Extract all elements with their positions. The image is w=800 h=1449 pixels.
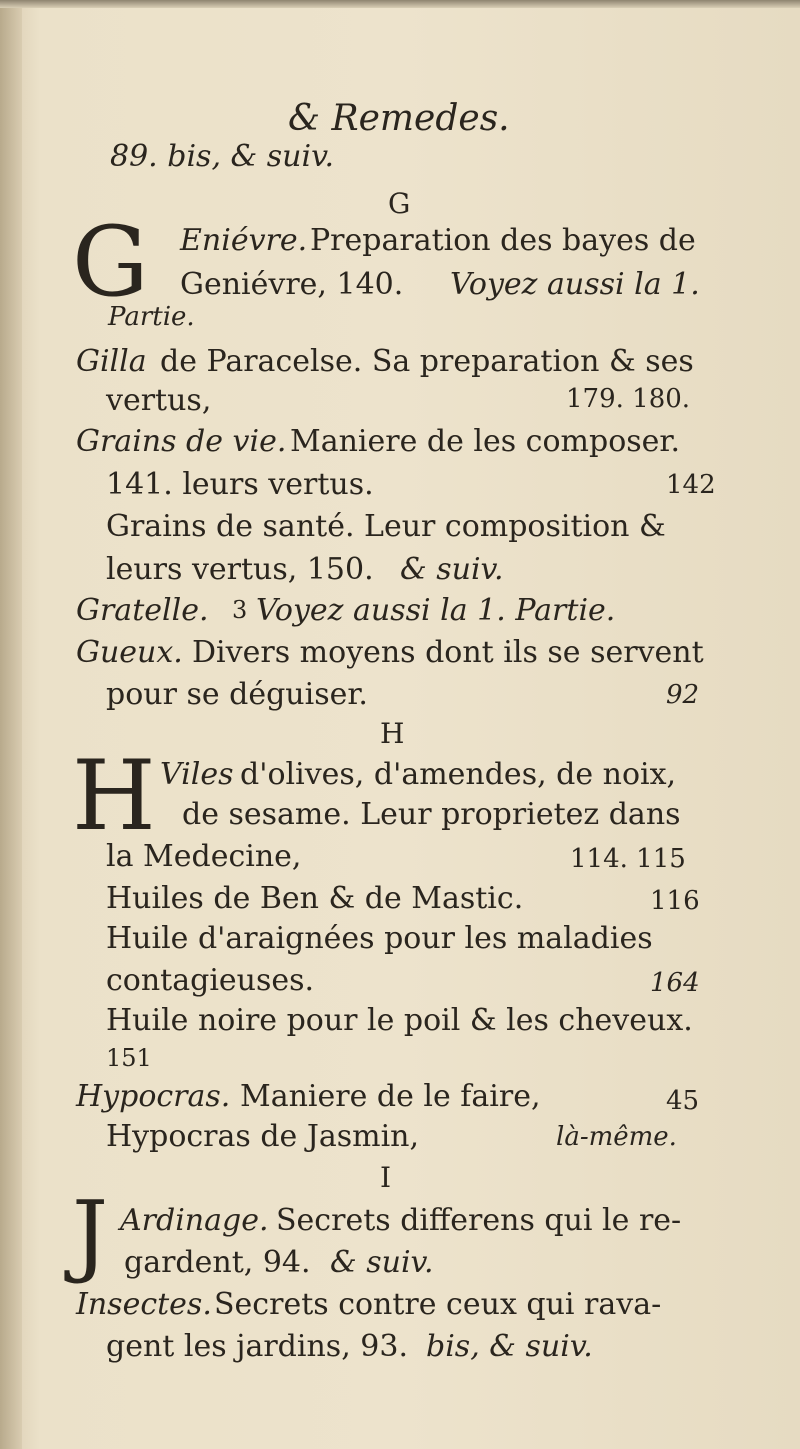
index-line: Secrets differens qui le re- xyxy=(276,1203,682,1238)
index-line: Hypocras de Jasmin, xyxy=(106,1119,420,1154)
index-line: contagieuses. xyxy=(106,963,315,998)
drop-cap-g: G xyxy=(72,206,149,318)
index-line: gent les jardins, 93. xyxy=(106,1329,408,1364)
page-ref: 151 xyxy=(106,1044,152,1072)
index-line: pour se déguiser. xyxy=(106,677,368,712)
index-line: Gueux. xyxy=(76,635,183,670)
book-spine-shadow xyxy=(0,0,22,1449)
index-line: Gilla xyxy=(76,344,147,379)
page-ref: là-même. xyxy=(556,1122,677,1152)
index-line: Geniévre, 140. xyxy=(180,267,404,302)
index-line: vertus, xyxy=(106,383,212,418)
page-ref: 142 xyxy=(666,470,716,500)
index-line: leurs vertus, 150. xyxy=(106,552,374,587)
index-line: Divers moyens dont ils se servent xyxy=(192,635,704,670)
running-head: & Remedes. xyxy=(288,98,510,139)
index-line: Ardinage. xyxy=(120,1203,269,1238)
index-line: Viles xyxy=(160,757,234,792)
index-line: Huile d'araignées pour les maladies xyxy=(106,921,653,956)
index-line: Grains de vie. xyxy=(76,424,287,459)
index-line: Hypocras. xyxy=(76,1079,231,1114)
index-line: Voyez aussi la 1. xyxy=(450,267,700,302)
page-ref: 92 xyxy=(666,680,700,710)
index-line: Partie. xyxy=(108,302,195,332)
index-line: Eniévre. xyxy=(180,223,308,258)
section-letter-h: H xyxy=(380,717,405,750)
index-line: de sesame. Leur proprietez dans xyxy=(182,797,681,832)
index-line: Huile noire pour le poil & les cheveux. xyxy=(106,1003,693,1038)
index-line: Maniere de les composer. xyxy=(290,424,680,459)
section-letter-g: G xyxy=(388,187,411,220)
page-ref: 45 xyxy=(666,1086,700,1116)
section-letter-i: I xyxy=(380,1161,392,1194)
page-ref: 179. 180. xyxy=(566,384,691,414)
index-line: Preparation des bayes de xyxy=(310,223,696,258)
page-top-edge xyxy=(0,0,800,8)
index-line: d'olives, d'amendes, de noix, xyxy=(240,757,677,792)
index-line: la Medecine, xyxy=(106,839,302,874)
drop-cap-j: J xyxy=(72,1182,109,1287)
page-ref: 114. 115 xyxy=(570,844,686,874)
drop-cap-h: H xyxy=(72,740,156,852)
page-ref: 164 xyxy=(650,968,700,998)
page-ref: 116 xyxy=(650,886,700,916)
index-line: Insectes. xyxy=(76,1287,212,1322)
index-line: Huiles de Ben & de Mastic. xyxy=(106,881,524,916)
index-line: de Paracelse. Sa preparation & ses xyxy=(160,344,694,379)
index-line: 3 xyxy=(232,596,248,624)
index-line: 141. leurs vertus. xyxy=(106,467,374,502)
index-line: gardent, 94. xyxy=(124,1245,311,1280)
index-line: Maniere de le faire, xyxy=(240,1079,541,1114)
index-line: Secrets contre ceux qui rava- xyxy=(214,1287,662,1322)
index-line: & suiv. xyxy=(400,552,504,587)
index-line: & suiv. xyxy=(330,1245,434,1280)
index-line: Voyez aussi la 1. Partie. xyxy=(256,593,616,628)
index-line: Gratelle. xyxy=(76,593,209,628)
index-line: bis, & suiv. xyxy=(426,1329,593,1364)
index-line: 89. bis, & suiv. xyxy=(110,139,334,174)
index-line: Grains de santé. Leur composition & xyxy=(106,509,666,544)
